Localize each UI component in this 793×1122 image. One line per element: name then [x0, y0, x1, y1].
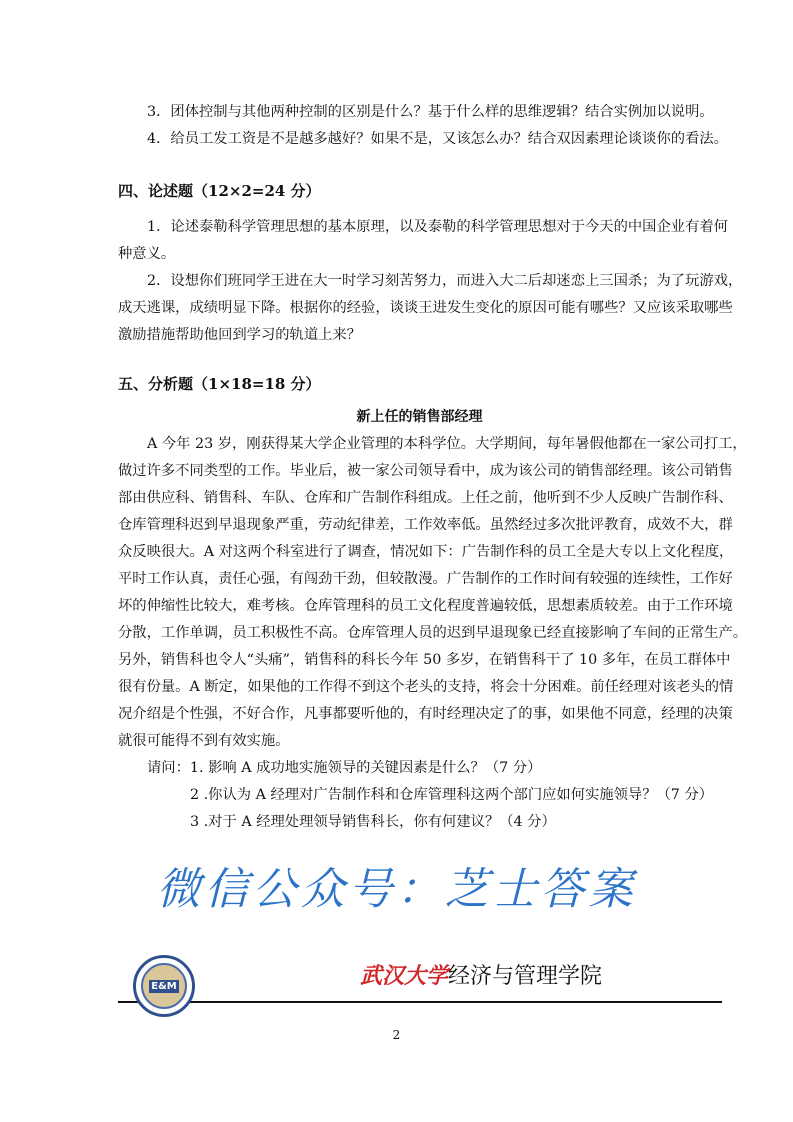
case-title: 新上任的销售部经理 — [356, 409, 483, 425]
school-name — [360, 962, 602, 991]
case-line: 平时工作认真，责任心强，有闯劲干劲，但较散漫。广告制作的工作时间有较强的连续性，工作好 — [118, 571, 733, 587]
case-line: 分散，工作单调，员工积极性不高。仓库管理人员的迟到早退现象已经直接影响了车间的正常生产。 — [118, 625, 748, 641]
question-4: 4．给员工发工资是不是越多越好？如果不是，又该怎么办？结合双因素理论谈谈你的看法。 — [147, 131, 728, 147]
logo-text: E&M — [151, 980, 177, 992]
watermark: 微信公众号：芝士答案 — [156, 864, 637, 915]
case-line: A 今年 23 岁，刚获得某大学企业管理的本科学位。大学期间，每年暑假他都在一家公司打工， — [147, 436, 747, 452]
essay-q1-line: 种意义。 — [118, 246, 176, 262]
section4-heading: 四、论述题（12×2=24 分） — [118, 182, 321, 200]
case-line: 很有份量。A 断定，如果他的工作得不到这个老头的支持，将会十分困难。前任经理对该老头的情 — [118, 679, 734, 695]
case-line: 众反映很大。A 对这两个科室进行了调查，情况如下：广告制作科的员工全是大专以上文化程度， — [118, 544, 734, 560]
section4 — [118, 178, 743, 349]
school-calligraphy: 武汉大学 — [360, 963, 449, 989]
essay-q2-line: 激励措施帮助他回到学习的轨道上来？ — [118, 327, 362, 343]
case-line: 仓库管理科迟到早退现象严重，劳动纪律差，工作效率低。虽然经过多次批评教育，成效不大，群 — [118, 517, 733, 533]
case-line: 就很可能得不到有效实施。 — [118, 733, 290, 749]
case-line: 部由供应科、销售科、车队、仓库和广告制作科组成。上任之前，他听到不少人反映广告制作科、 — [118, 490, 733, 506]
question-3: 3．团体控制与其他两种控制的区别是什么？基于什么样的思维逻辑？结合实例加以说明。 — [147, 104, 714, 120]
school-logo-icon — [133, 955, 195, 1017]
case-question-3: 3 .对于 A 经理处理领导销售科长，你有何建议？（4 分） — [190, 814, 556, 830]
section5-heading: 五、分析题（1×18=18 分） — [118, 375, 321, 393]
section3-tail — [118, 99, 728, 153]
essay-q2-line: 成天逃课，成绩明显下降。根据你的经验，谈谈王进发生变化的原因可能有哪些？又应该采取哪些 — [118, 300, 733, 316]
case-line: 况介绍是个性强，不好合作，凡事都要听他的，有时经理决定了的事，如果他不同意，经理的决策 — [118, 706, 733, 722]
essay-q2-line: 2．设想你们班同学王进在大一时学习刻苦努力，而进入大二后却迷恋上三国杀；为了玩游戏， — [147, 273, 743, 289]
section5 — [118, 371, 748, 836]
page-number: 2 — [392, 1028, 401, 1042]
case-question-2: 2 .你认为 A 经理对广告制作科和仓库管理科这两个部门应如何实施领导？（7 分） — [190, 787, 714, 803]
essay-q1-line: 1．论述泰勒科学管理思想的基本原理，以及泰勒的科学管理思想对于今天的中国企业有着何 — [147, 219, 728, 235]
case-line: 坏的伸缩性比较大，难考核。仓库管理科的员工文化程度普遍较低，思想素质较差。由于工作环境 — [118, 598, 733, 614]
case-question-1: 请问：1. 影响 A 成功地实施领导的关键因素是什么？（7 分） — [147, 760, 542, 776]
case-line: 另外，销售科也令人“头痛”，销售科的科长今年 50 多岁，在销售科干了 10 多年，在员工群体中 — [118, 652, 731, 668]
school-dept: 经济与管理学院 — [448, 964, 603, 989]
case-line: 做过许多不同类型的工作。毕业后，被一家公司领导看中，成为该公司的销售部经理。该公司销售 — [118, 463, 733, 479]
footer-divider — [118, 1001, 722, 1003]
